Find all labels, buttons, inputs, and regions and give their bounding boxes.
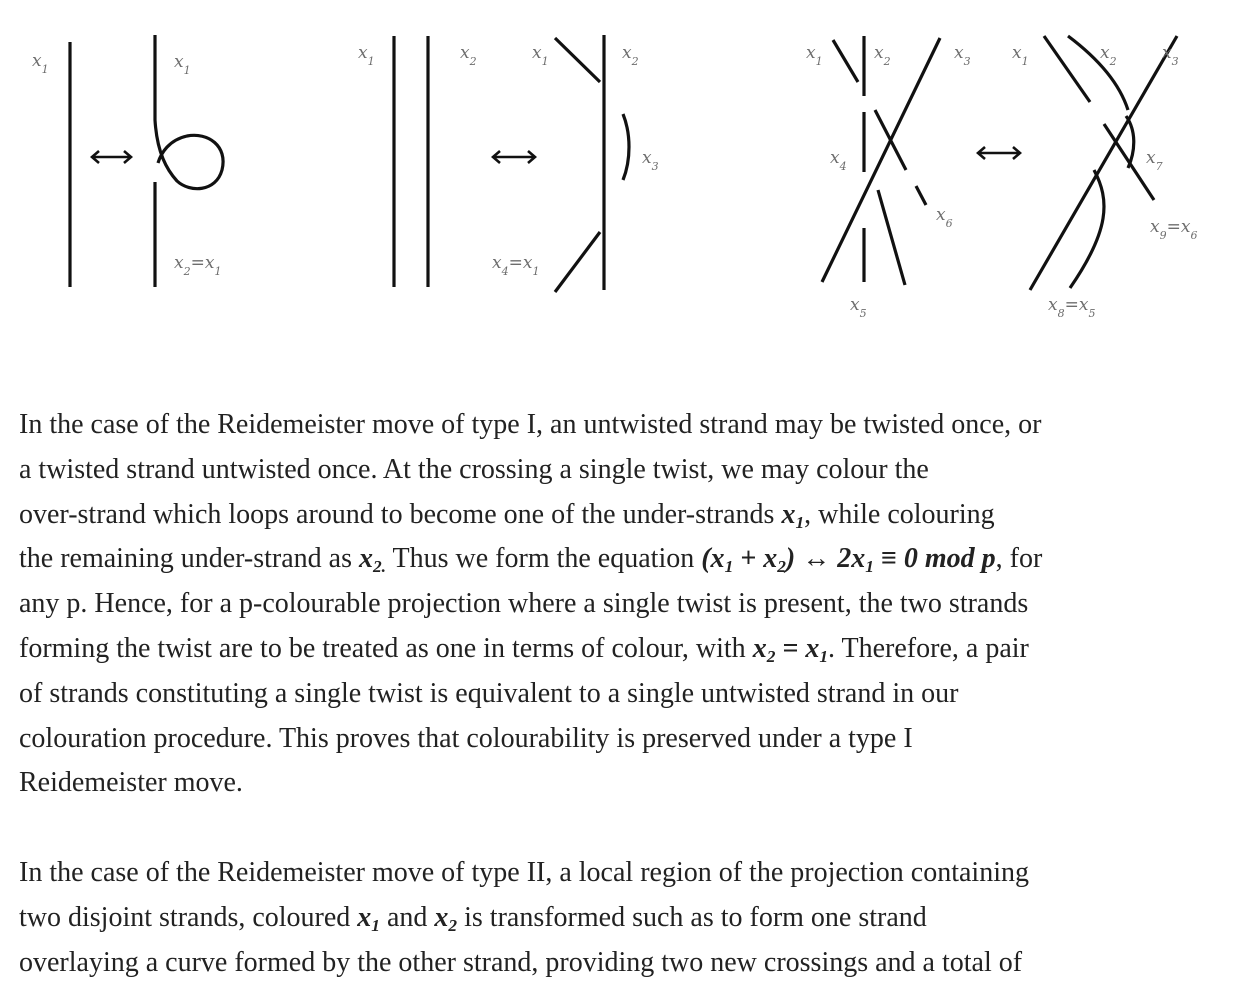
text-run: overlaying a curve formed by the other strand, providing two new crossings and a total of	[19, 946, 1023, 978]
text-line	[19, 537, 1219, 582]
text-line	[19, 493, 1219, 538]
label-x2: $x_2$	[1100, 43, 1117, 68]
text-line	[19, 761, 1219, 806]
label-x7: $x_7$	[1146, 148, 1163, 173]
math-expression: $x_{2.}$	[359, 543, 387, 577]
label-x1: $x_1$	[1012, 43, 1029, 68]
text-run: any p. Hence, for a p-colourable projection where a single twist is present, the two strands	[19, 588, 1029, 620]
label-x8-eq-x5: $x_8=x_5$	[1048, 295, 1096, 320]
label-x3: $x_3$	[642, 148, 659, 173]
text-line	[19, 941, 1219, 986]
strand-a-tail	[916, 186, 926, 205]
text-line	[19, 582, 1219, 627]
strand-c-lower	[878, 190, 905, 285]
text-run: , for	[995, 543, 1043, 575]
text-run: forming the twist are to be treated as one in terms of colour, with	[19, 632, 753, 664]
math-expression: = $x_1$	[775, 632, 829, 666]
text-run: , while colouring	[804, 498, 995, 530]
text-run: of strands constituting a single twist is equivalent to a single untwisted strand in our	[19, 677, 959, 709]
reidemeister-type-2-diagram	[358, 35, 659, 292]
math-subscript: 1	[724, 557, 734, 577]
math-subscript: 2	[766, 646, 776, 666]
label-x2-eq-x1: $x_2=x_1$	[174, 253, 222, 278]
label-x1: $x_1$	[358, 43, 375, 68]
math-subscript: 2	[448, 915, 458, 935]
label-x5: $x_5$	[850, 295, 867, 320]
math-subscript: 2.	[373, 557, 387, 577]
text-run: over-strand which loops around to become one of the under-strands	[19, 498, 782, 530]
strand-a-upper-right	[1044, 36, 1090, 102]
overstrand-upper	[555, 38, 600, 82]
reidemeister-type-3-diagram	[806, 36, 1197, 320]
math-expression: + $x_2$	[733, 543, 786, 577]
math-expression: $x_1$	[357, 901, 380, 935]
label-x6: $x_6$	[936, 205, 953, 230]
paragraph-reidemeister-type-1	[19, 403, 1219, 806]
equivalence-arrow	[493, 151, 535, 163]
text-line	[19, 851, 1219, 896]
math-expression: $x_2$	[434, 901, 458, 935]
math-expression: ($x_1$	[701, 543, 734, 577]
text-run: Thus we form the equation	[386, 543, 702, 575]
twisted-loop-strand	[155, 35, 223, 189]
label-x2: $x_2$	[622, 43, 639, 68]
math-subscript: 2	[777, 557, 786, 577]
text-run: . Therefore, a pair	[828, 632, 1029, 664]
math-subscript: 1	[865, 557, 874, 577]
math-expression: $x_2$	[752, 632, 776, 666]
overstrand-lower	[555, 232, 600, 292]
label-x4-eq-x1: $x_4=x_1$	[492, 253, 540, 278]
label-x1: $x_1$	[174, 52, 191, 77]
text-run: a twisted strand untwisted once. At the crossing a single twist, we may colour the	[19, 453, 929, 485]
label-x3: $x_3$	[1162, 43, 1179, 68]
overstrand-middle-arc	[623, 114, 629, 180]
label-x4: $x_4$	[830, 148, 847, 173]
label-x1: $x_1$	[806, 43, 823, 68]
label-x2: $x_2$	[874, 43, 891, 68]
text-run: In the case of the Reidemeister move of type II, a local region of the projection containing	[19, 857, 1029, 888]
strand-c-lower-right	[1070, 170, 1104, 288]
text-run: colouration procedure. This proves that colourability is preserved under a type I	[19, 722, 913, 754]
label-x1: $x_1$	[32, 51, 49, 76]
equivalence-arrow	[92, 151, 131, 163]
text-run: In the case of the Reidemeister move of type I, an untwisted strand may be twisted once, or	[19, 409, 1042, 440]
reidemeister-moves-figure	[0, 0, 1234, 340]
label-x1: $x_1$	[532, 43, 549, 68]
text-run: Reidemeister move.	[19, 767, 243, 799]
math-expression: ≡ 0 mod p	[873, 543, 996, 575]
label-x3: $x_3$	[954, 43, 971, 68]
reidemeister-type-1-diagram	[32, 35, 223, 287]
text-run: two disjoint strands, coloured	[19, 901, 358, 933]
math-expression: ) ↔ $2x_1$	[785, 543, 874, 577]
strand-c-upper-right	[1068, 36, 1128, 110]
text-line	[19, 627, 1219, 672]
text-line	[19, 672, 1219, 717]
reidemeister-diagrams	[0, 0, 1234, 340]
text-line	[19, 896, 1219, 941]
equivalence-arrow	[978, 147, 1020, 159]
label-x2: $x_2$	[460, 43, 477, 68]
math-expression: $x_1$	[781, 498, 805, 532]
math-subscript: 1	[795, 512, 805, 532]
math-subscript: 1	[819, 646, 829, 666]
strand-a-upper	[833, 40, 858, 82]
paragraph-reidemeister-type-2	[19, 851, 1219, 985]
math-subscript: 1	[371, 915, 380, 935]
text-run: the remaining under-strand as	[19, 543, 359, 575]
text-line	[19, 448, 1219, 493]
text-run: and	[379, 901, 435, 933]
text-run: is transformed such as to form one strand	[457, 901, 927, 933]
label-x9-eq-x6: $x_9=x_6$	[1150, 217, 1198, 242]
text-line	[19, 717, 1219, 762]
text-line	[19, 403, 1219, 448]
